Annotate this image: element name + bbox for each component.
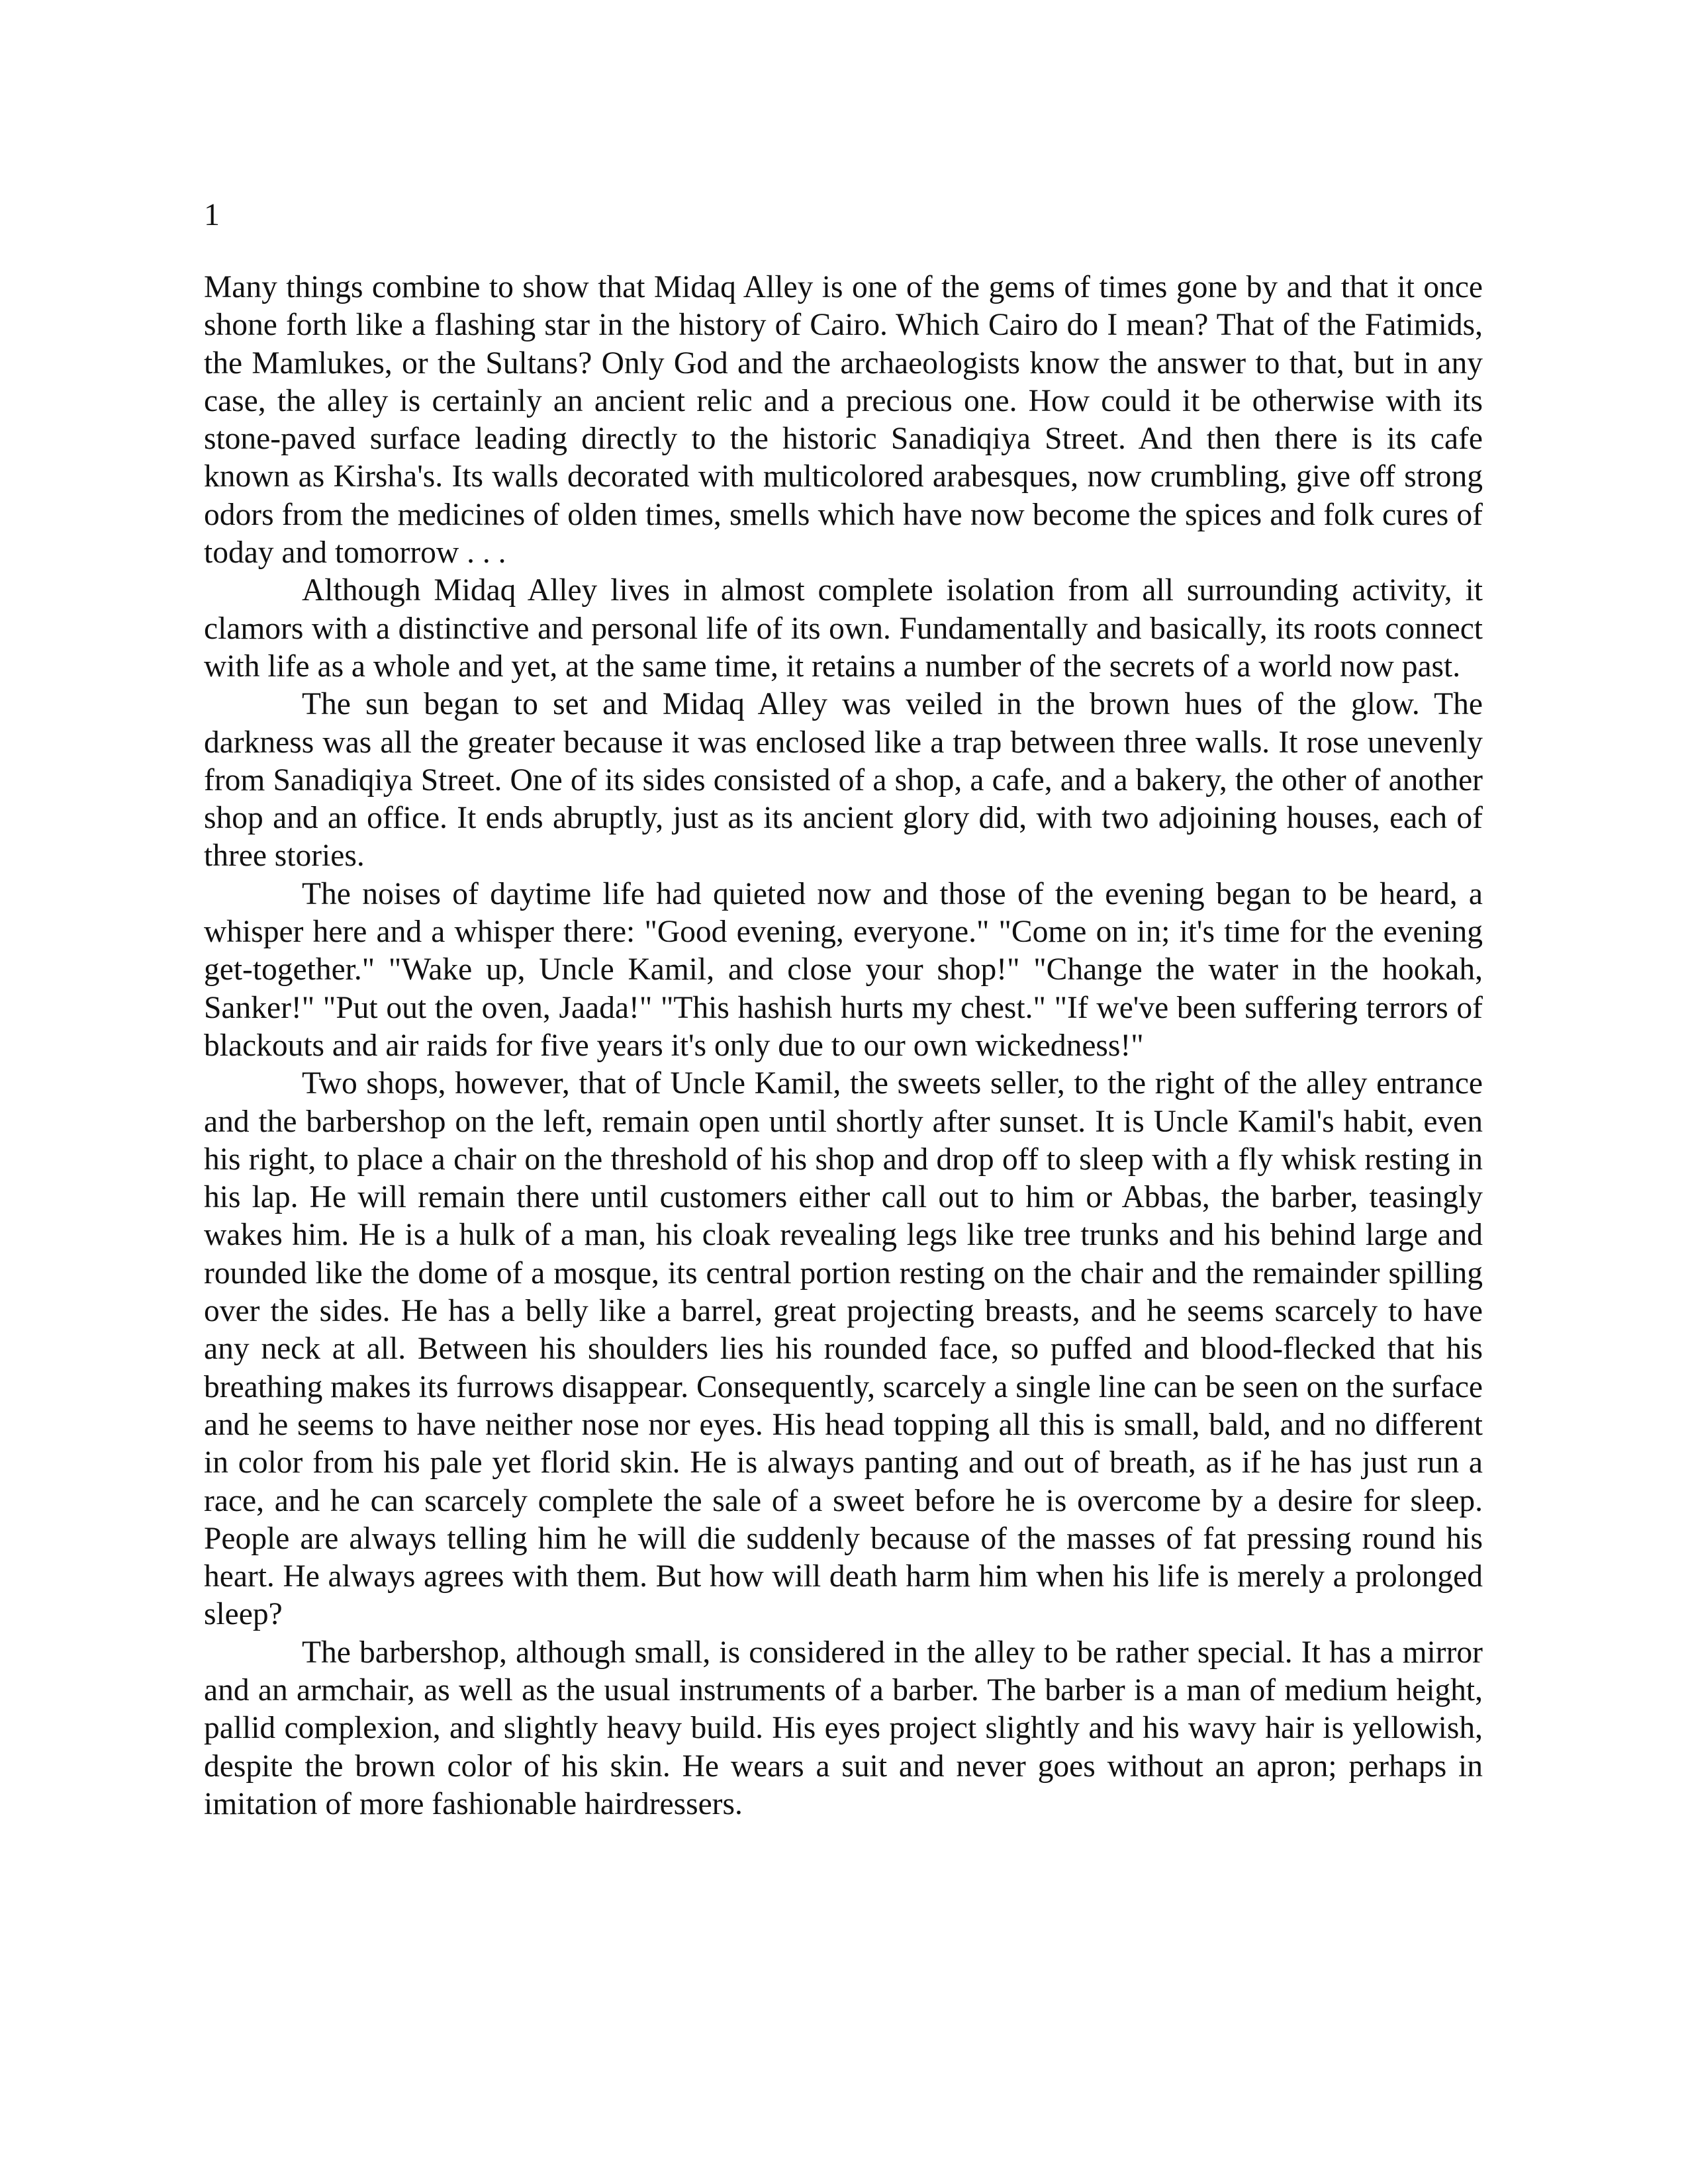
page-number: 1 xyxy=(204,197,220,232)
paragraph-4: The noises of daytime life had quieted now and those of the evening began to be heard, a whisper here and a whisper there: "Good evening, everyone." "Come on in; it's time for the evening get-together." "Wake up, Uncle Kamil, and close your shop!" "Change the water in the hookah, Sanker!" "Put out the oven, Jaada!" "This hashish hurts my chest." "If we've been suffering terrors of blackouts and air raids for five years it's only due to our own wickedness!" xyxy=(204,876,1483,1063)
paragraph-2: Although Midaq Alley lives in almost complete isolation from all surrounding activity, it clamors with a distinctive and personal life of its own. Fundamentally and basically, its roots connect with life as a whole and yet, at the same time, it retains a number of the secrets of a world now past. xyxy=(204,573,1483,684)
paragraph-1: Many things combine to show that Midaq Alley is one of the gems of times gone by and that it once shone forth like a flashing star in the history of Cairo. Which Cairo do I mean? That of the Fatimids, the Mamlukes, or the Sultans? Only God and the archaeologists know the answer to that, but in any case, the alley is certainly an ancient relic and a precious one. How could it be otherwise with its stone-paved surface leading directly to the historic Sanadiqiya Street. And then there is its cafe known as Kirsha's. Its walls decorated with multicolored arabesques, now crumbling, give off strong odors from the medicines of olden times, smells which have now become the spices and folk cures of today and tomorrow . . . xyxy=(204,270,1483,570)
paragraph-5: Two shops, however, that of Uncle Kamil, the sweets seller, to the right of the alley entrance and the barbershop on the left, remain open until shortly after sunset. It is Uncle Kamil's habit, even his right, to place a chair on the threshold of his shop and drop off to sleep with a fly whisk resting in his lap. He will remain there until customers either call out to him or Abbas, the barber, teasingly wakes him. He is a hulk of a man, his cloak revealing legs like tree trunks and his behind large and rounded like the dome of a mosque, its central portion resting on the chair and the remainder spilling over the sides. He has a belly like a barrel, great projecting breasts, and he seems scarcely to have any neck at all. Between his shoulders lies his rounded face, so puffed and blood-flecked that his breathing makes its furrows disappear. Consequently, scarcely a single line can be seen on the surface and he seems to have neither nose nor eyes. His head topping all this is small, bald, and no different in color from his pale yet florid skin. He is always panting and out of breath, as if he has just run a race, and he can scarcely complete the sale of a sweet before he is overcome by a desire for sleep. People are always telling him he will die suddenly because of the masses of fat pressing round his heart. He always agrees with them. But how will death harm him when his life is merely a prolonged sleep? xyxy=(204,1066,1483,1632)
body-text xyxy=(204,269,1483,1823)
paragraph-3: The sun began to set and Midaq Alley was veiled in the brown hues of the glow. The darkness was all the greater because it was enclosed like a trap between three walls. It rose unevenly from Sanadiqiya Street. One of its sides consisted of a shop, a cafe, and a bakery, the other of another shop and an office. It ends abruptly, just as its ancient glory did, with two adjoining houses, each of three stories. xyxy=(204,687,1483,874)
paragraph-6: The barbershop, although small, is considered in the alley to be rather special. It has a mirror and an armchair, as well as the usual instruments of a barber. The barber is a man of medium height, pallid complexion, and slightly heavy build. His eyes project slightly and his wavy hair is yellowish, despite the brown color of his skin. He wears a suit and never goes without an apron; perhaps in imitation of more fashionable hairdressers. xyxy=(204,1635,1483,1821)
